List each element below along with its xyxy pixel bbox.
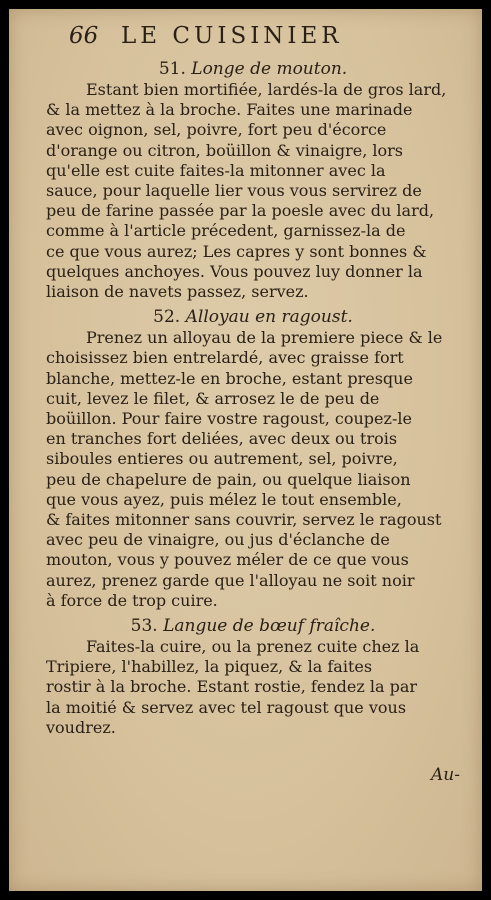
text-line: choisissez bien entrelardé, avec graisse fort <box>46 348 404 368</box>
text-line: d'orange ou citron, boüillon & vinaigre, lors <box>46 140 403 160</box>
recipe-title: Longe de mouton. <box>191 59 348 79</box>
page-number: 66 <box>69 23 99 49</box>
text-line: comme à l'article précedent, garnissez-la de <box>46 221 406 241</box>
text-line: peu de farine passée par la poesle avec du lard, <box>46 201 435 221</box>
text-line: avec peu de vinaigre, ou jus d'éclanche de <box>46 530 390 550</box>
text-line: Estant bien mortifiée, lardés-la de gros lard, <box>86 80 447 99</box>
recipe-number: 51. <box>158 59 186 79</box>
text-line: siboules entieres ou autrement, sel, poivre, <box>46 449 398 469</box>
recipe-text <box>46 80 460 302</box>
recipe-heading <box>46 616 460 637</box>
text-line: liaison de navets passez, servez. <box>46 282 309 302</box>
text-line: peu de chapelure de pain, ou quelque liaison <box>46 469 411 489</box>
text-line: quelques anchoyes. Vous pouvez luy donner la <box>46 261 423 281</box>
page-body <box>46 59 460 738</box>
text-line: en tranches fort deliées, avec deux ou trois <box>46 429 398 449</box>
text-line: qu'elle est cuite faites-la mitonner avec la <box>46 160 386 180</box>
text-line: boüillon. Pour faire vostre ragoust, coupez-le <box>46 409 412 429</box>
recipe-heading <box>46 59 460 80</box>
text-line: blanche, mettez-le en broche, estant presque <box>46 368 413 388</box>
catchword: Au- <box>431 765 460 785</box>
text-line: la moitié & servez avec tel ragoust que vous <box>46 697 407 717</box>
recipe-number: 52. <box>153 307 181 328</box>
text-line: voudrez. <box>46 717 116 737</box>
text-line: Tripiere, l'habillez, la piquez, & la faites <box>46 657 373 677</box>
page-header <box>69 23 479 53</box>
book-page <box>9 9 482 891</box>
text-line: mouton, vous y pouvez méler de ce que vous <box>46 550 409 570</box>
text-line: à force de trop cuire. <box>46 590 218 610</box>
text-line: sauce, pour laquelle lier vous vous servirez de <box>46 181 422 201</box>
recipe-title: Langue de bœuf fraîche. <box>163 616 376 637</box>
recipe-text <box>46 328 460 611</box>
text-line: que vous ayez, puis mélez le tout ensemble, <box>46 489 402 509</box>
text-line: Prenez un alloyau de la premiere piece & le <box>86 328 443 348</box>
running-title: LE CUISINIER <box>121 23 343 49</box>
text-line: ce que vous aurez; Les capres y sont bonnes & <box>46 241 427 261</box>
text-line: avec oignon, sel, poivre, fort peu d'écorce <box>46 120 387 140</box>
text-line: Faites-la cuire, ou la prenez cuite chez la <box>86 637 420 657</box>
text-line: cuit, levez le filet, & arrosez le de peu de <box>46 388 380 408</box>
recipe-heading <box>46 307 460 328</box>
recipe-number: 53. <box>130 616 158 637</box>
text-line: & faites mitonner sans couvrir, servez le ragoust <box>46 510 442 530</box>
text-line: aurez, prenez garde que l'alloyau ne soit noir <box>46 570 415 590</box>
recipe-text <box>46 637 460 738</box>
text-line: & la mettez à la broche. Faites une marinade <box>46 100 413 120</box>
text-line: rostir à la broche. Estant rostie, fendez la par <box>46 677 418 697</box>
recipe-title: Alloyau en ragoust. <box>185 307 353 328</box>
